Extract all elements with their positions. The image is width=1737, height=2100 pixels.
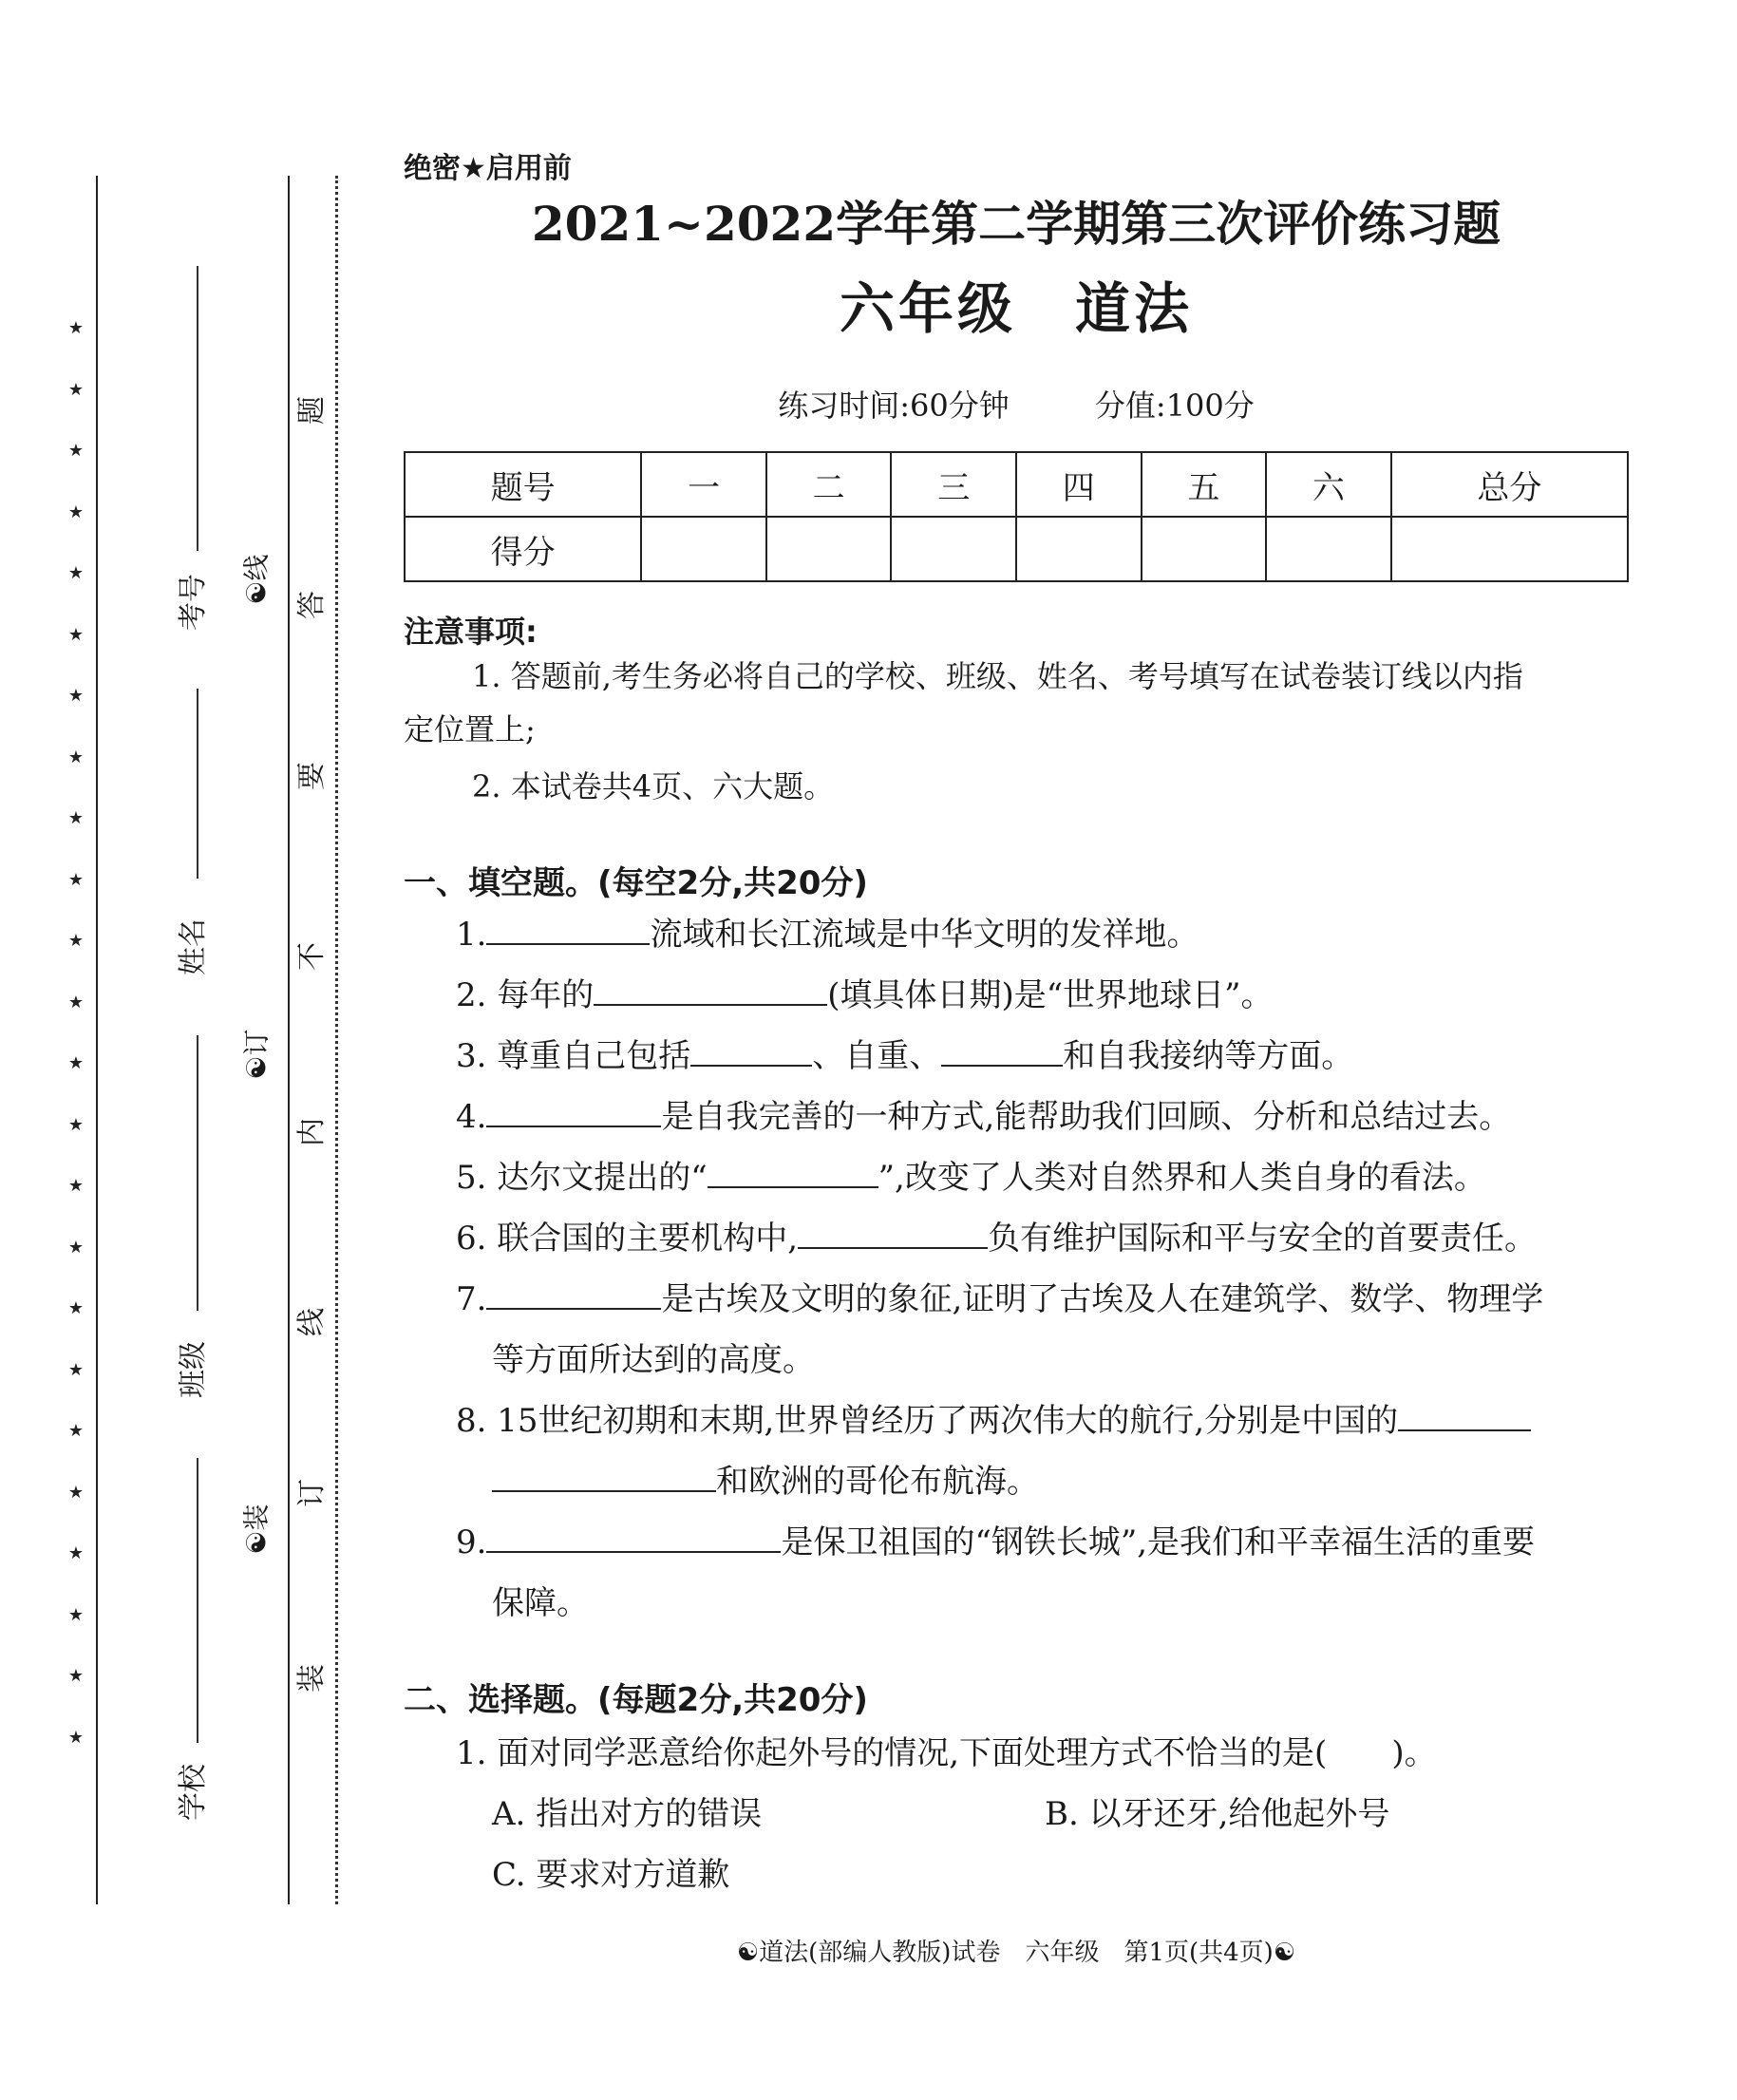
binding-mark-line	[236, 554, 274, 604]
fill-question-6	[456, 1208, 1537, 1269]
score-cell[interactable]	[1016, 517, 1142, 581]
binding-mark-zhuang	[236, 1504, 274, 1554]
score-table-score-row	[405, 517, 1628, 581]
score-table-header-cell: 一	[641, 452, 766, 517]
exam-time: 练习时间:60分钟	[778, 388, 1010, 424]
no-answer-char: 线	[295, 1308, 329, 1336]
binding-zhuang-label: 装	[240, 1504, 273, 1531]
star-icon: ★	[67, 624, 85, 645]
answer-blank[interactable]	[708, 1152, 878, 1188]
star-icon: ★	[67, 1727, 85, 1748]
q8-text: 和欧洲的哥伦布航海。	[716, 1463, 1039, 1501]
answer-blank[interactable]	[486, 1517, 781, 1553]
no-answer-char: 要	[295, 762, 329, 790]
fill-question-9	[456, 1512, 1535, 1573]
star-icon: ★	[67, 441, 85, 461]
swirl-icon: ☯	[240, 580, 273, 605]
choice-option-b[interactable]: B. 以牙还牙,给他起外号	[1045, 1795, 1390, 1833]
fill-question-3	[456, 1026, 1353, 1087]
name-label: 姓名	[177, 918, 210, 975]
answer-blank[interactable]	[690, 1031, 812, 1067]
score-cell[interactable]	[641, 517, 766, 581]
page-footer	[404, 1933, 1629, 1968]
q4-text: 是自我完善的一种方式,能帮助我们回顾、分析和总结过去。	[661, 1098, 1512, 1136]
q7-num: 7.	[456, 1280, 487, 1318]
q4-num: 4.	[456, 1098, 487, 1136]
school-label: 学校	[177, 1764, 210, 1821]
answer-blank[interactable]	[492, 1456, 716, 1492]
school-field-line[interactable]	[197, 1458, 198, 1743]
swirl-icon: ☯	[240, 1530, 273, 1555]
q5-text: ”,改变了人类对自然界和人类自身的看法。	[878, 1159, 1486, 1197]
q9-num: 9.	[456, 1523, 487, 1561]
q3-num: 3. 尊重自己包括	[456, 1037, 691, 1075]
star-icon: ★	[67, 1359, 85, 1380]
q5-num: 5. 达尔文提出的“	[456, 1159, 708, 1197]
answer-blank[interactable]	[594, 970, 827, 1006]
star-icon: ★	[67, 501, 85, 522]
page-title: 2021~2022学年第二学期第三次评价练习题	[531, 196, 1501, 252]
star-icon: ★	[67, 1176, 85, 1196]
star-icon: ★	[67, 1666, 85, 1686]
notice-item-2: 2. 本试卷共4页、六大题。	[472, 768, 835, 804]
no-answer-char: 不	[295, 942, 329, 971]
score-table-header-row	[405, 452, 1628, 517]
section1-title: 一、填空题。(每空2分,共20分)	[404, 864, 868, 902]
star-icon: ★	[67, 379, 85, 400]
answer-blank[interactable]	[486, 1091, 661, 1127]
q2-text: (填具体日期)是“世界地球日”。	[827, 976, 1274, 1014]
fill-question-1	[456, 904, 1199, 965]
answer-blank[interactable]	[798, 1213, 988, 1249]
notice-item-1a: 1. 答题前,考生务必将自己的学校、班级、姓名、考号填写在试卷装订线以内指	[472, 658, 1523, 694]
q9-text: 是保卫祖国的“钢铁长城”,是我们和平幸福生活的重要	[781, 1523, 1536, 1561]
star-icon: ★	[67, 1114, 85, 1135]
kaohao-label: 考号	[177, 574, 210, 631]
no-answer-char: 装	[295, 1664, 329, 1693]
score-cell[interactable]	[1391, 517, 1628, 581]
score-table-header-cell: 总分	[1391, 452, 1628, 517]
margin-dotted-line	[335, 176, 338, 1904]
class-label: 班级	[177, 1341, 210, 1398]
fill-question-8-cont	[492, 1451, 1039, 1512]
choice-question-1: 1. 面对同学恶意给你起外号的情况,下面处理方式不恰当的是( )。	[456, 1734, 1437, 1772]
no-answer-char: 订	[295, 1479, 329, 1507]
score-table	[404, 451, 1629, 582]
star-icon: ★	[67, 1053, 85, 1073]
star-icon: ★	[67, 992, 85, 1012]
no-answer-char: 答	[295, 591, 329, 619]
star-icon: ★	[67, 1298, 85, 1318]
score-table-header-cell: 三	[891, 452, 1016, 517]
swirl-icon: ☯	[736, 1939, 760, 1967]
star-icon: ★	[67, 1543, 85, 1563]
star-icon: ★	[67, 1604, 85, 1625]
answer-blank[interactable]	[941, 1031, 1063, 1067]
q7-text: 是古埃及文明的象征,证明了古埃及人在建筑学、数学、物理学	[661, 1280, 1544, 1318]
q6-num: 6. 联合国的主要机构中,	[456, 1220, 799, 1258]
margin-outer-line	[96, 176, 98, 1904]
star-icon: ★	[67, 869, 85, 890]
answer-blank[interactable]	[486, 909, 650, 945]
score-cell[interactable]	[766, 517, 892, 581]
star-icon: ★	[67, 931, 85, 951]
exam-score: 分值:100分	[1094, 388, 1255, 424]
q1-text: 流域和长江流域是中华文明的发祥地。	[650, 916, 1199, 954]
exam-info	[404, 382, 1629, 426]
kaohao-field-line[interactable]	[197, 266, 198, 551]
q3-text-a: 、自重、	[812, 1037, 942, 1075]
star-icon: ★	[67, 1482, 85, 1503]
star-icon: ★	[67, 808, 85, 828]
no-answer-char: 题	[295, 396, 329, 425]
choice-option-a[interactable]: A. 指出对方的错误	[492, 1795, 763, 1833]
score-cell[interactable]	[1142, 517, 1267, 581]
score-cell[interactable]	[891, 517, 1016, 581]
choice-option-c[interactable]: C. 要求对方道歉	[492, 1856, 730, 1894]
q3-text-b: 和自我接纳等方面。	[1063, 1037, 1354, 1075]
star-icon: ★	[67, 686, 85, 706]
score-table-header-cell: 四	[1016, 452, 1142, 517]
q1-num: 1.	[456, 916, 487, 954]
q2-num: 2. 每年的	[456, 976, 595, 1014]
no-answer-char: 内	[295, 1118, 329, 1146]
score-table-header-cell: 二	[766, 452, 892, 517]
fill-question-7-cont: 等方面所达到的高度。	[492, 1341, 815, 1379]
star-icon: ★	[67, 563, 85, 583]
score-cell[interactable]	[1266, 517, 1391, 581]
answer-blank[interactable]	[1398, 1395, 1531, 1431]
footer-text: 道法(部编人教版)试卷 六年级 第1页(共4页)	[759, 1939, 1274, 1967]
swirl-icon: ☯	[1273, 1939, 1296, 1967]
margin-inner-line	[288, 176, 290, 1904]
star-icon: ★	[67, 318, 85, 338]
star-icon: ★	[67, 747, 85, 767]
swirl-icon: ☯	[240, 1055, 273, 1080]
fill-question-5	[456, 1147, 1486, 1208]
score-row-label: 得分	[405, 517, 641, 581]
notice-item-1b: 定位置上;	[404, 711, 536, 747]
secret-label: 绝密★启用前	[404, 152, 572, 185]
answer-blank[interactable]	[486, 1274, 661, 1310]
section2-title: 二、选择题。(每题2分,共20分)	[404, 1681, 868, 1719]
class-field-line[interactable]	[197, 1035, 198, 1311]
fill-question-9-cont: 保障。	[492, 1584, 589, 1622]
q6-text: 负有维护国际和平与安全的首要责任。	[988, 1220, 1538, 1258]
binding-ding-label: 订	[240, 1029, 273, 1056]
score-table-header-cell: 五	[1142, 452, 1267, 517]
fill-question-2	[456, 965, 1274, 1026]
binding-line-label: 线	[240, 554, 273, 581]
fill-question-4	[456, 1087, 1511, 1147]
q8-num: 8. 15世纪初期和末期,世界曾经历了两次伟大的航行,分别是中国的	[456, 1402, 1399, 1440]
fill-question-8	[456, 1391, 1531, 1451]
score-table-header-cell: 六	[1266, 452, 1391, 517]
score-table-header-cell: 题号	[405, 452, 641, 517]
notice-title: 注意事项:	[404, 614, 538, 650]
name-field-line[interactable]	[197, 689, 198, 879]
binding-mark-ding	[236, 1029, 274, 1079]
star-icon: ★	[67, 1421, 85, 1441]
fill-question-7	[456, 1269, 1543, 1330]
star-icon: ★	[67, 1237, 85, 1258]
page-subtitle: 六年级 道法	[839, 276, 1193, 341]
